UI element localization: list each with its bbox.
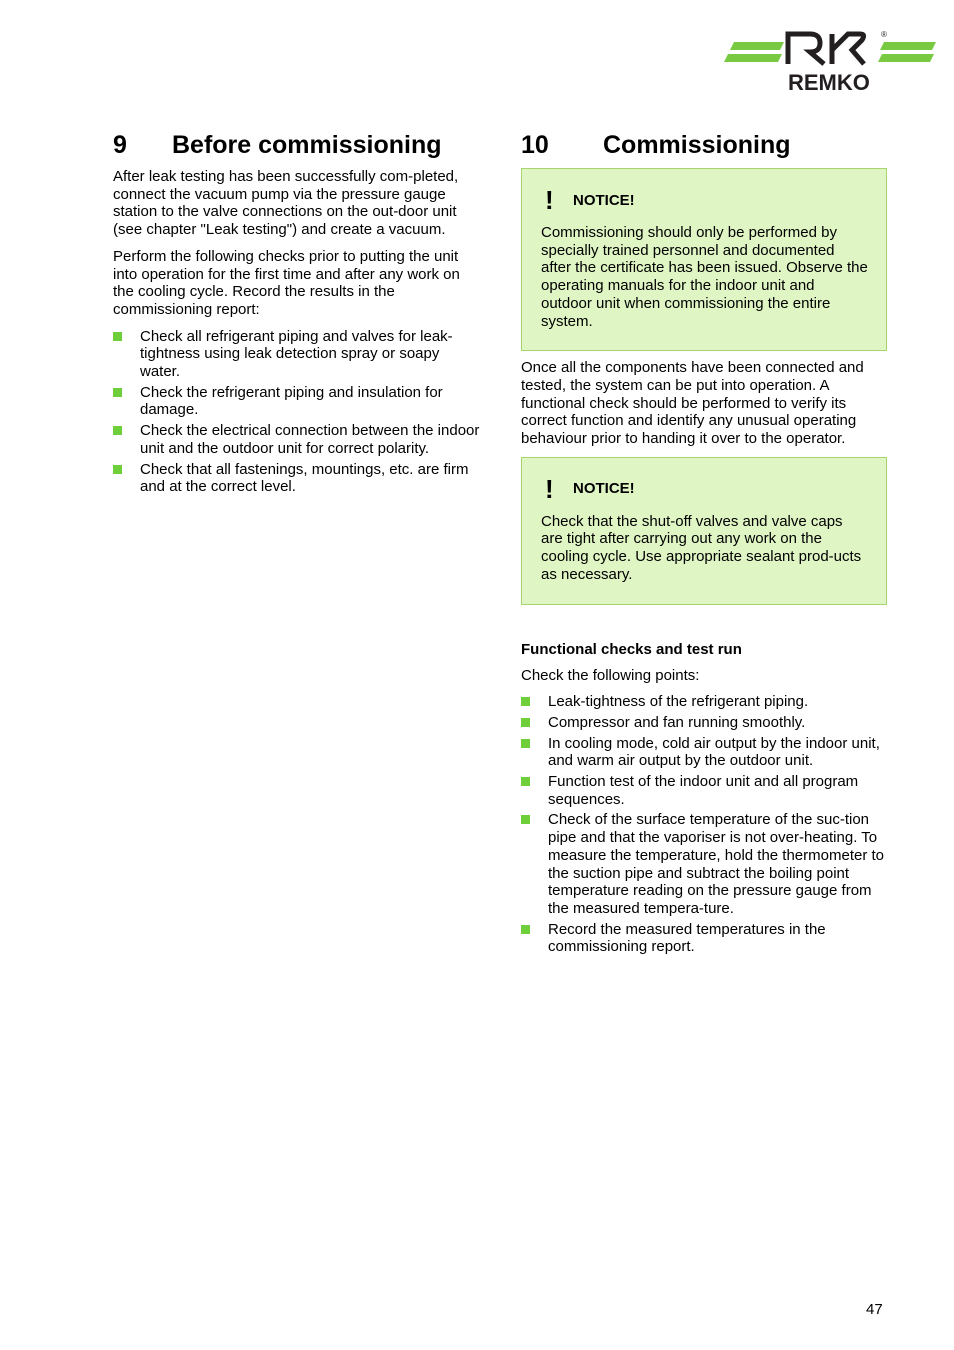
bullet-square-icon bbox=[521, 777, 530, 786]
list-item-text: Record the measured temperatures in the commissioning report. bbox=[548, 920, 826, 956]
list-item-text: Check all refrigerant piping and valves for leak-tightness using leak detection spray or soapy water. bbox=[140, 327, 453, 381]
bullet-square-icon bbox=[521, 739, 530, 748]
list-item bbox=[113, 384, 480, 419]
section-number: 9 bbox=[113, 131, 127, 159]
section-9-heading bbox=[113, 128, 480, 162]
list-item bbox=[521, 921, 887, 956]
bullet-square-icon bbox=[113, 332, 122, 341]
list-item bbox=[521, 811, 887, 917]
check-list bbox=[521, 693, 887, 956]
section-number: 10 bbox=[521, 131, 549, 159]
notice-box bbox=[521, 457, 887, 605]
list-item bbox=[113, 422, 480, 457]
paragraph: Once all the components have been connected and tested, the system can be put into operation. A functional check should be performed to verify its correct function and identify any unusual operating behaviour prior to handing it over to the operator. bbox=[521, 359, 864, 448]
list-item bbox=[113, 461, 480, 496]
bullet-square-icon bbox=[113, 388, 122, 397]
notice-box bbox=[521, 168, 887, 351]
paragraph: After leak testing has been successfully com-pleted, connect the vacuum pump via the pressure gauge station to the valve connections on the out-door unit (see chapter "Leak testing") and create a vacuum. bbox=[113, 168, 459, 239]
list-item bbox=[521, 714, 887, 732]
bullet-square-icon bbox=[521, 718, 530, 727]
list-item bbox=[521, 735, 887, 770]
bullet-square-icon bbox=[113, 426, 122, 435]
section-10-heading bbox=[521, 128, 887, 162]
remko-logo bbox=[724, 28, 938, 94]
list-item-text: Check the electrical connection between the indoor unit and the outdoor unit for correct polarity. bbox=[140, 422, 480, 457]
list-item-text: Check the refrigerant piping and insulation for damage. bbox=[140, 383, 443, 419]
list-item bbox=[113, 328, 480, 381]
bullet-square-icon bbox=[113, 465, 122, 474]
logo-wordmark: REMKO bbox=[788, 70, 870, 94]
list-item-text: Leak-tightness of the refrigerant piping. bbox=[548, 693, 809, 711]
notice-title: NOTICE! bbox=[573, 480, 635, 498]
section-10 bbox=[521, 128, 887, 959]
section-9 bbox=[113, 128, 480, 499]
exclamation-icon: ! bbox=[545, 185, 554, 215]
notice-text: Commissioning should only be performed by specially trained personnel and documented after the certificate has been issued. Observe the operating manuals for the indoor unit and outdoor unit when commissioning the entire system. bbox=[541, 224, 868, 330]
bullet-square-icon bbox=[521, 697, 530, 706]
exclamation-icon: ! bbox=[545, 473, 554, 504]
list-item bbox=[521, 773, 887, 808]
section-title: Before commissioning bbox=[172, 131, 442, 159]
paragraph: Perform the following checks prior to putting the unit into operation for the first time and after any work on the cooling cycle. Record the results in the commissioning report: bbox=[113, 247, 460, 318]
notice-title: NOTICE! bbox=[573, 191, 635, 209]
page-number: 47 bbox=[866, 1301, 883, 1318]
notice-text: Check that the shut-off valves and valve caps are tight after carrying out any work on the cooling cycle. Use appropriate sealant prod-ucts as necessary. bbox=[541, 512, 862, 583]
check-list bbox=[113, 328, 480, 496]
subheading: Functional checks and test run bbox=[521, 640, 742, 658]
list-item-text: Compressor and fan running smoothly. bbox=[548, 713, 806, 731]
remko-logo-graphic bbox=[724, 28, 938, 94]
list-item-text: In cooling mode, cold air output by the indoor unit, and warm air output by the outdoor unit. bbox=[548, 734, 880, 770]
bullet-square-icon bbox=[521, 925, 530, 934]
registered-mark: ® bbox=[881, 30, 887, 39]
list-item bbox=[521, 693, 887, 711]
list-item-text: Function test of the indoor unit and all program sequences. bbox=[548, 773, 859, 808]
list-item-text: Check of the surface temperature of the suc-tion pipe and that the vaporiser is not over-heating. To measure the temperature, hold the thermometer to the suction pipe and subtract the boiling point temperature reading on the pressure gauge from the measured tempera-ture. bbox=[548, 811, 885, 917]
list-item-text: Check that all fastenings, mountings, etc. are firm and at the correct level. bbox=[140, 460, 469, 496]
notice-header bbox=[541, 473, 868, 504]
bullet-square-icon bbox=[521, 815, 530, 824]
paragraph: Check the following points: bbox=[521, 666, 700, 684]
section-title: Commissioning bbox=[603, 131, 791, 159]
notice-header bbox=[541, 187, 868, 213]
